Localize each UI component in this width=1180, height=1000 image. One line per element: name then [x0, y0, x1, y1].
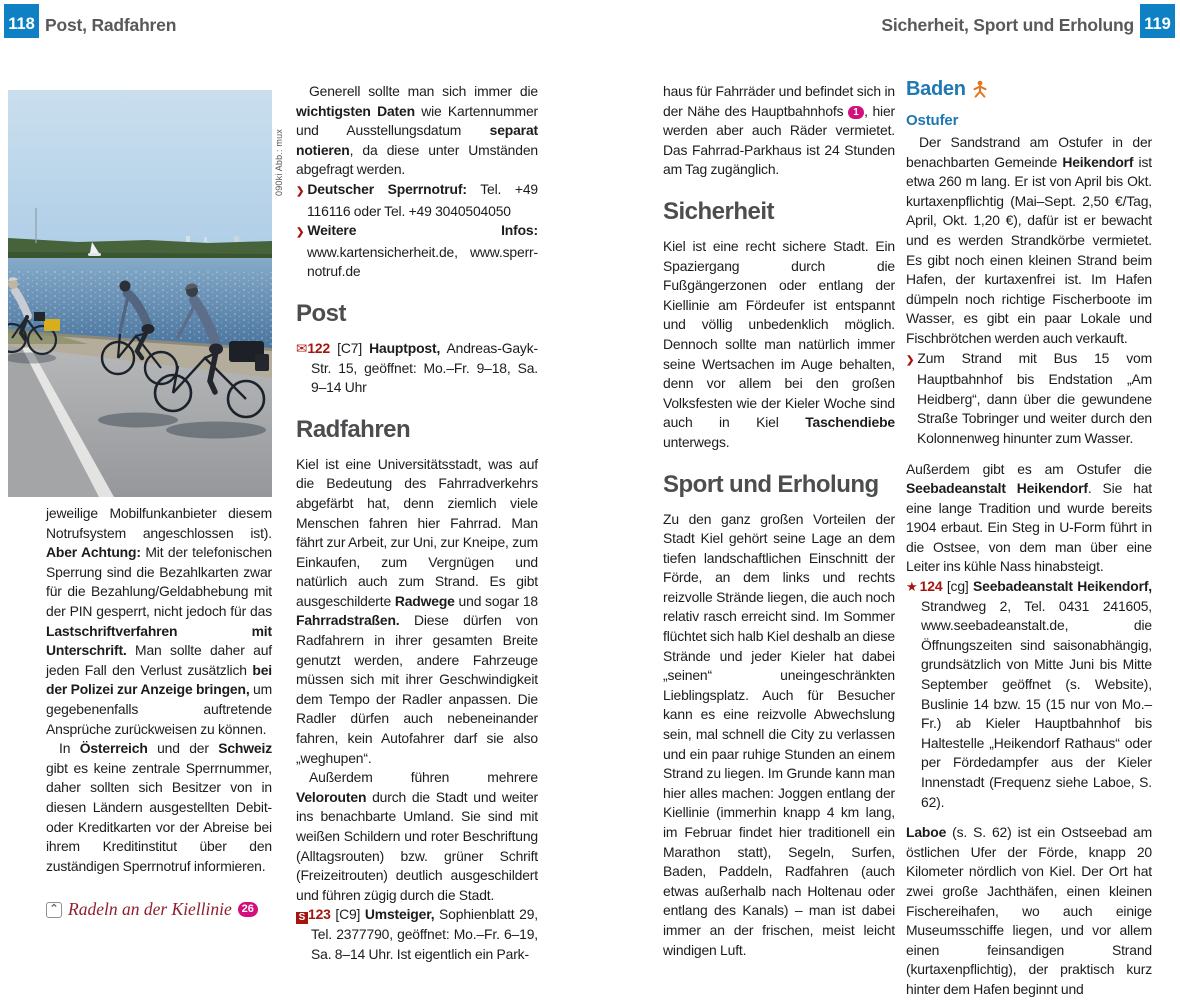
- caption-title: Radeln an der Kiellinie: [68, 899, 232, 919]
- chevron-box-icon: ⌃: [46, 902, 62, 918]
- listing-umsteiger: S 123 [C9] Umsteiger, Sophienblatt 29, Tel. 2377790, geöffnet: Mo.–Fr. 6–19, Sa. 8–14 Uhr. Ist eigentlich ein Park-: [296, 905, 538, 964]
- running-head-left: Post, Radfahren: [45, 15, 177, 35]
- column-1: [46, 504, 272, 876]
- bullet-arrow-icon: ❯: [296, 185, 305, 197]
- envelope-icon: ✉: [296, 340, 308, 356]
- section-heading-sicherheit: Sicherheit: [663, 197, 775, 225]
- paragraph: Zu den ganz großen Vorteilen der Stadt Kiel gehört seine Lage an dem tiefen landschaftlichen Einschnitt der Förde, an dem links und rechts reizvolle Strände liegen, die auch noch relativ rasch erreicht sind. Im Sommer flüchtet sich halb Kiel deshalb an diese Strände und jeder Kieler hat dabei „seinen“ uneingeschränkten Lieblingsplatz. Auch für Besucher kann es eine reizvolle Abwechslung sein, mal schnell die City zu verlassen und ein paar ruhige Stunden an einem Strand zu liegen. Im Grunde kann man hier alles machen: Joggen entlang der Kiellinie (immerhin knapp 4 km lang, im Februar findet hier traditionell ein Marathon statt), Segeln, Surfen, Baden, Paddeln, Radfahren (auch etwas außerhalb nach Holtenau oder entlang des Kanals) – man ist dabei immer an der frischen, meist leicht windigen Luft.: [663, 510, 895, 958]
- paragraph: Kiel ist eine Universitätsstadt, was auf die Bedeutung des Fahrradverkehrs abgefärbt hat, denn ziemlich viele Menschen fahren hier Fahrrad. Man fährt zur Arbeit, zur Uni, zur Kneipe, zum Einkaufen, zum Vergnügen und natürlich auch zum Strand. Es gibt ausgeschilderte Radwege und sogar 18 Fahrradstraßen. Diese dürfen von Radfahrern in ihrer gesamten Breite genutzt werden, andere Fahrzeuge müssen sich mit ihrer Geschwindigkeit dem Tempo der Radler anpassen. Die Radler dürfen auch nebeneinander fahren, kein Autofahrer darf sie also „weghupen“.: [296, 455, 538, 766]
- column-2: [296, 82, 538, 964]
- section-heading-baden: [906, 78, 1152, 100]
- paragraph: Außerdem führen mehrere Velorouten durch die Stadt und weiter ins benachbarte Umland. Sie sind mit weißen Schildern und roter Beschriftung (Alltagsrouten) bzw. grüner Schrift (Freizeitrouten) deutlich ausgeschildert und führen zügig durch die Stadt.: [296, 769, 538, 903]
- paragraph: Außerdem gibt es am Ostufer die Seebadeanstalt Heikendorf. Sie hat eine lange Tradition und wurde bereits 1904 erbaut. Ein Steg in U-Form führt in die Ostsee, von dem man über eine Leiter ins kühle Nass hinabsteigt.: [906, 460, 1152, 575]
- bullet-item: ❯ Deutscher Sperrnotruf: Tel. +49 116116 oder Tel. +49 3040504050: [296, 180, 538, 219]
- bullet-arrow-icon: ❯: [296, 227, 305, 239]
- paragraph: haus für Fahrräder und befindet sich in der Nähe des Hauptbahnhofs 1 , hier werden aber auch Räder vermietet. Das Fahrrad-Parkhaus ist 24 Stunden am Tag zugänglich.: [663, 83, 896, 178]
- photo-credit: 090ki Abb.: mux: [274, 128, 284, 196]
- listing-seebadeanstalt: ★124 [cg] Seebadeanstalt Heikendorf, Strandweg 2, Tel. 0431 241605, www.seebadeanstalt.de, die Öffnungszeiten sind saisonabhängig, grundsätzlich von Mitte Juni bis Mitte September geöffnet (s. Website), Buslinie 14 bzw. 15 (15 nur von Mo.–Fr.) ab Kieler Hauptbahnhof bis Haltestelle „Heikendorf Rathaus“ oder per Fördedampfer aus der Kieler Innenstadt (Frequenz siehe Laboe, S. 62).: [906, 578, 1153, 810]
- paragraph: Generell sollte man sich immer die wichtigsten Daten wie Kartennummer und Ausstellungsdatum separat notieren, da diese unter Umständen abgefragt werden.: [296, 83, 539, 178]
- service-icon: S: [296, 912, 308, 924]
- star-icon: ★: [906, 579, 919, 595]
- column-4: [906, 78, 1152, 1000]
- promenade-cyclists-photo: [8, 90, 272, 497]
- paragraph: Kiel ist eine recht sichere Stadt. Ein Spaziergang durch die Fußgängerzonen oder entlang der Kiellinie am Fördeufer ist entspannt und völlig unbedenklich möglich. Dennoch sollte man natürlich immer seine Wertsachen im Auge behalten, denn vor allem bei den großen Volksfesten wie der Kieler Woche sind auch in Kiel Taschendiebe unterwegs.: [663, 237, 895, 450]
- listing-hauptpost: ✉122 [C7] Hauptpost, Andreas-Gayk-Str. 15, geöffnet: Mo.–Fr. 9–18, Sa. 9–14 Uhr: [296, 339, 538, 396]
- person-icon: [973, 80, 987, 98]
- paragraph: jeweilige Mobilfunkanbieter diesem Notrufsystem angeschlossen ist). Aber Achtung: Mit der telefonischen Sperrung sind die Bezahlkarten zwar für die Bezahlung/Geldabhebung mit der PIN gesperrt, nicht jedoch für das Lastschriftverfahren mit Unterschrift. Man sollte daher auf jeden Fall den Verlust zusätzlich bei der Polizei zur Anzeige bringen, um gegebenenfalls auftretende Ansprüche zurückweisen zu können.: [46, 505, 273, 737]
- baden-heading-label: Baden: [906, 78, 966, 100]
- tour-number-badge: 26: [238, 902, 258, 917]
- page-number-left: 118: [4, 4, 39, 38]
- section-heading-radfahren: Radfahren: [296, 415, 411, 443]
- paragraph: Laboe (s. S. 62) ist ein Ostseebad am östlichen Ufer der Förde, knapp 20 Kilometer nördlich von Kiel. Der Ort hat zwei große Jachthäfen, einen kleinen Fischereihafen, wo auch einige Museumsschiffe liegen, und vor allem einen feinsandigen Strand (kurtaxenpflichtig), der praktisch kurz hinter dem Hafen beginnt und: [906, 824, 1152, 997]
- page-number-right: 119: [1140, 4, 1175, 38]
- subheading-ostufer: Ostufer: [906, 112, 959, 129]
- paragraph: Der Sandstrand am Ostufer in der benachbarten Gemeinde Heikendorf ist etwa 260 m lang. Er ist von April bis Okt. kurtaxenpflichtig (Mai–Sept. 2,50 €/Tag, April, Okt. 1,20 €), dafür ist er bewacht und es werden Strandkörbe vermietet. Es gibt noch einen kleinen Strand beim Hafen, der kurtaxenfrei ist. Im Hafen dümpeln noch richtige Fischerboote im Wasser, es gibt ein paar Lokale und Fischbrötchen werden auch verkauft.: [906, 134, 1152, 346]
- section-heading-sport: Sport und Erholung: [663, 470, 879, 498]
- bullet-item: ❯ Zum Strand mit Bus 15 vom Hauptbahnhof bis Endstation „Am Heidberg“, dann über die gewundene Straße Tobringer und weiter durch den Kolonnenweg hinunter zum Wasser.: [906, 349, 1152, 446]
- paragraph: In Österreich und der Schweiz gibt es keine zentrale Sperrnummer, daher sollten sich Besitzer von in diesen Ländern ausgestellten Debit- oder Kreditkarten vor der Abreise bei ihrem Kreditinstitut über den zuständigen Sperrnotruf informieren.: [46, 740, 272, 874]
- running-head-right: Sicherheit, Sport und Erholung: [881, 15, 1134, 35]
- bullet-item: ❯ Weitere Infos: www.kartensicherheit.de, www.sperr-notruf.de: [296, 222, 538, 280]
- bullet-arrow-icon: ❯: [906, 354, 915, 366]
- column-3: [663, 82, 895, 960]
- photo-caption: [46, 899, 258, 920]
- section-heading-post: Post: [296, 299, 347, 327]
